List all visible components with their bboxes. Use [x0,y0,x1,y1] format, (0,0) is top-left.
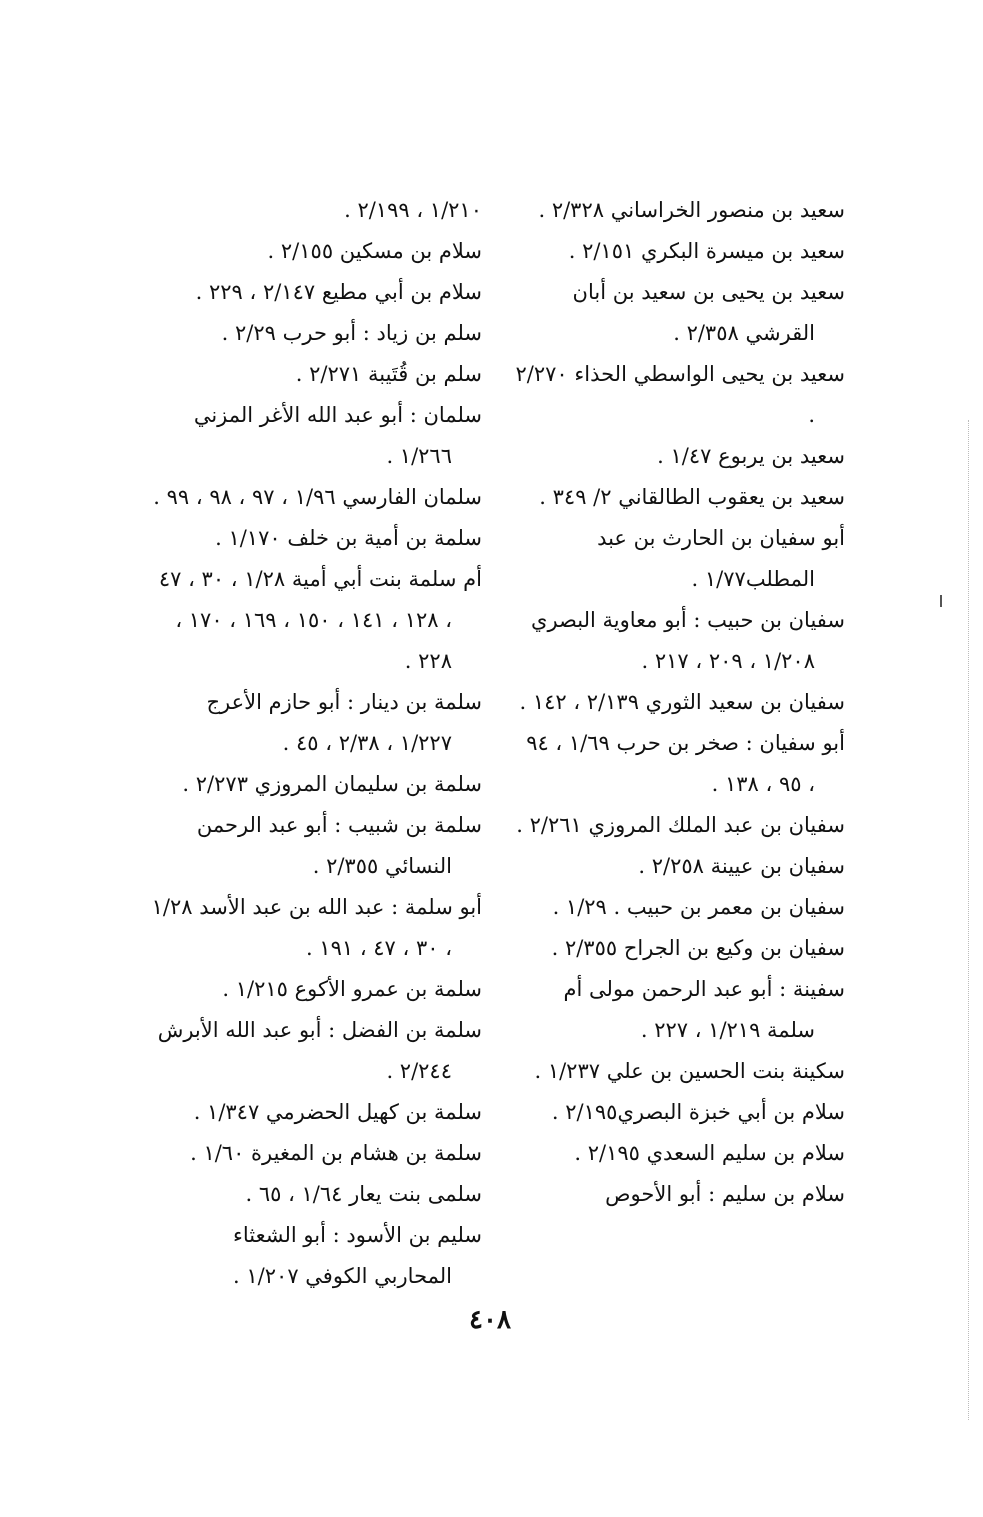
index-entry: سفيان بن عبد الملك المروزي ٢/٢٦١ . [516,813,845,837]
index-entry: سعيد بن يعقوب الطالقاني ٢/ ٣٤٩ . [539,485,845,509]
index-entry: أبو سفيان بن الحارث بن عبد المطلب١/٧٧ . [597,526,845,591]
index-entry: سلمة بن أمية بن خلف ١/١٧٠ . [215,526,482,550]
index-entry: سلمة بن كهيل الحضرمي ١/٣٤٧ . [193,1100,482,1124]
page-number: ٤٠٨ [469,1305,511,1335]
index-entry: سفيان بن سعيد الثوري ٢/١٣٩ ، ١٤٢ . [519,690,845,714]
index-entry: أبو سفيان : صخر بن حرب ١/٦٩ ، ٩٤ ، ٩٥ ، ١٣٨ . [526,731,845,796]
index-column-right [515,190,845,1215]
index-entry: سلام بن أبي خبزة البصري٢/١٩٥ . [551,1100,845,1124]
index-entry: سلمة بن هشام بن المغيرة ١/٦٠ . [190,1141,482,1165]
index-entry: أبو سلمة : عبد الله بن عبد الأسد ١/٢٨ ، ٣٠ ، ٤٧ ، ١٩١ . [151,895,482,960]
index-entry: سلمان الفارسي ١/٩٦ ، ٩٧ ، ٩٨ ، ٩٩ . [153,485,482,509]
index-entry: سلم بن زياد : أبو حرب ٢/٢٩ . [221,321,482,345]
index-entry: سلمة بن سليمان المروزي ٢/٢٧٣ . [182,772,482,796]
index-entry: سلم بن قُتَيبة ٢/٢٧١ . [295,362,482,386]
index-entry: سلام بن أبي مطيع ٢/١٤٧ ، ٢٢٩ . [195,280,482,304]
index-entry: سعيد بن يحيى الواسطي الحذاء ٢/٢٧٠ . [515,362,845,427]
index-entry: سفيان بن عيينة ٢/٢٥٨ . [638,854,845,878]
scan-mark [940,595,942,607]
index-entry: سلام بن مسكين ٢/١٥٥ . [267,239,482,263]
index-entry: أم سلمة بنت أبي أمية ١/٢٨ ، ٣٠ ، ٤٧ ، ١٢٨ ، ١٤١ ، ١٥٠ ، ١٦٩ ، ١٧٠ ، ٢٢٨ . [158,567,482,673]
index-entry: سلمة بن الفضل : أبو عبد الله الأبرش ٢/٢٤٤ . [157,1018,482,1083]
index-entry: سلمة بن دينار : أبو حازم الأعرج ١/٢٢٧ ، ٢/٣٨ ، ٤٥ . [206,690,482,755]
index-entry: سلمة بن عمرو الأكوع ١/٢١٥ . [222,977,482,1001]
index-entry: سكينة بنت الحسين بن علي ١/٢٣٧ . [534,1059,845,1083]
index-column-left [150,190,482,1297]
index-entry: سفيان بن وكيع بن الجراح ٢/٣٥٥ . [551,936,845,960]
index-entry: سعيد بن يربوع ١/٤٧ . [657,444,845,468]
index-entry: سعيد بن يحيى بن سعيد بن أبان القرشي ٢/٣٥٨ . [572,280,845,345]
scan-edge-line [968,420,969,1420]
index-entry: ١/٢١٠ ، ٢/١٩٩ . [344,198,482,222]
index-entry: سفيان بن معمر بن حبيب . ١/٢٩ . [552,895,845,919]
index-entry: سلمان : أبو عبد الله الأغر المزني ١/٢٦٦ . [193,403,482,468]
index-entry: سلام بن سليم السعدي ٢/١٩٥ . [574,1141,845,1165]
index-entry: سلمى بنت يعار ١/٦٤ ، ٦٥ . [245,1182,482,1206]
index-entry: سليم بن الأسود : أبو الشعثاء المحاربي الكوفي ١/٢٠٧ . [233,1223,482,1288]
index-entry: سلمة بن شبيب : أبو عبد الرحمن النسائي ٢/٣٥٥ . [196,813,482,878]
index-entry: سلام بن سليم : أبو الأحوص [605,1182,845,1206]
index-entry: سعيد بن ميسرة البكري ٢/١٥١ . [568,239,845,263]
index-entry: سفيان بن حبيب : أبو معاوية البصري ١/٢٠٨ ، ٢٠٩ ، ٢١٧ . [531,608,845,673]
index-entry: سعيد بن منصور الخراساني ٢/٣٢٨ . [538,198,845,222]
index-entry: سفينة : أبو عبد الرحمن مولى أم سلمة ١/٢١٩ ، ٢٢٧ . [563,977,845,1042]
